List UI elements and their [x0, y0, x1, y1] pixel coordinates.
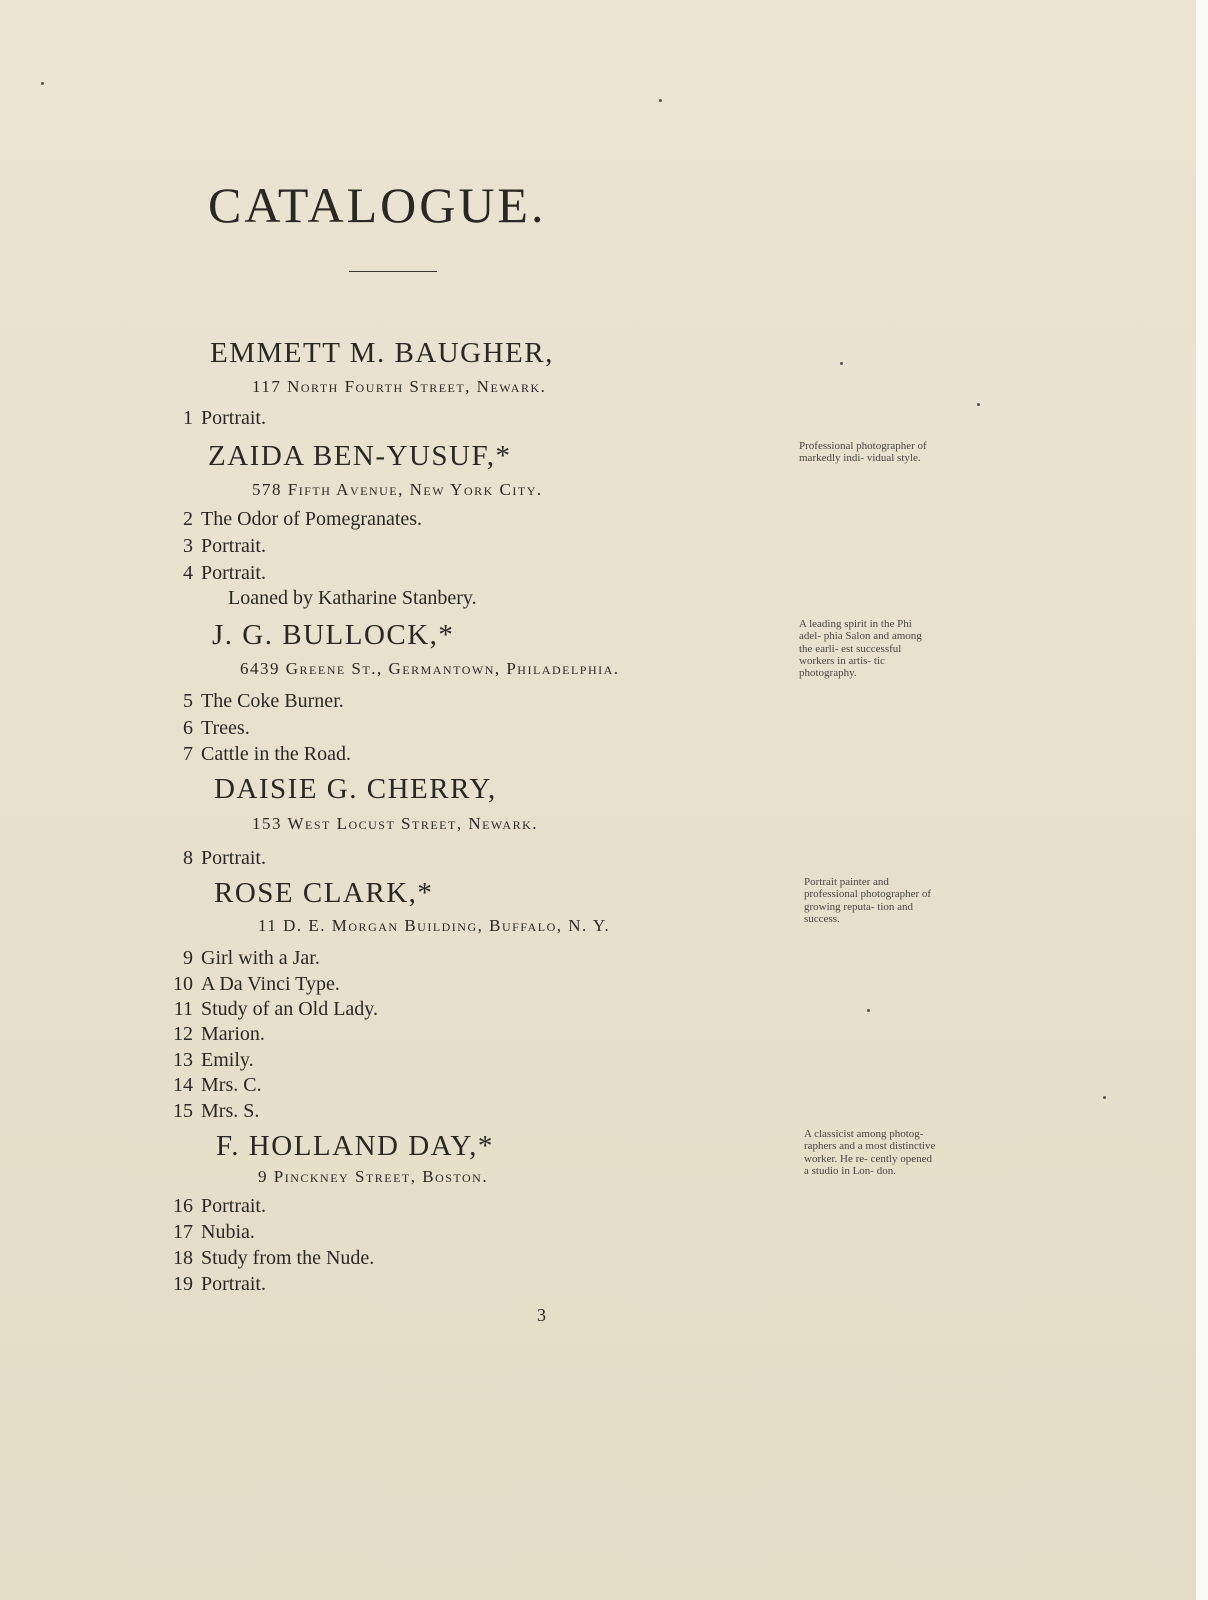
item-title: Marion.: [201, 1023, 265, 1045]
item-number: 9: [183, 947, 193, 969]
item-title: Trees.: [201, 717, 250, 739]
item-title: Mrs. C.: [201, 1074, 262, 1096]
marginal-note: A classicist among photog- raphers and a most distinctive worker. He re- cently opened a studio in Lon- don.: [804, 1128, 936, 1177]
catalogue-item: [165, 408, 266, 428]
catalogue-item: [165, 999, 378, 1019]
item-title: Portrait.: [201, 847, 266, 869]
paper-speck: [840, 362, 843, 365]
catalogue-item: [165, 974, 340, 994]
page-number: 3: [537, 1305, 546, 1325]
marginal-note: A leading spirit in the Phi adel- phia Salon and among the earli- est successful workers in artis- tic photography.: [799, 618, 922, 680]
paper-speck: [41, 82, 44, 85]
item-title: Portrait.: [201, 407, 266, 429]
artist-name: DAISIE G. CHERRY,: [214, 773, 497, 805]
item-title: Nubia.: [201, 1221, 255, 1243]
catalogue-item: [165, 691, 344, 711]
artist-name: F. HOLLAND DAY,*: [216, 1130, 494, 1162]
item-title: Girl with a Jar.: [201, 947, 320, 969]
artist-name: ZAIDA BEN-YUSUF,*: [208, 440, 512, 472]
catalogue-item: [165, 1024, 265, 1044]
catalogue-item: [165, 848, 266, 868]
item-title: Mrs. S.: [201, 1100, 260, 1122]
catalogue-item: [165, 1222, 255, 1242]
item-number: 17: [173, 1221, 193, 1243]
item-title: Portrait.: [201, 562, 266, 584]
artist-address: 153 West Locust Street, Newark.: [252, 814, 539, 833]
item-title: Cattle in the Road.: [201, 743, 351, 765]
item-title: Emily.: [201, 1049, 254, 1071]
catalogue-item: [165, 948, 320, 968]
scan-edge: [1196, 0, 1208, 1600]
item-title: Portrait.: [201, 535, 266, 557]
catalogue-item: [165, 1050, 254, 1070]
item-title: A Da Vinci Type.: [201, 973, 340, 995]
artist-name: EMMETT M. BAUGHER,: [210, 337, 554, 369]
item-title: Study from the Nude.: [201, 1247, 375, 1269]
catalogue-item: [165, 1075, 262, 1095]
item-number: 10: [173, 973, 193, 995]
artist-address: 117 North Fourth Street, Newark.: [252, 377, 547, 396]
catalogue-item: [165, 1274, 266, 1294]
item-number: 6: [183, 717, 193, 739]
artist-address: 11 D. E. Morgan Building, Buffalo, N. Y.: [258, 916, 611, 935]
artist-address: 9 Pinckney Street, Boston.: [258, 1167, 489, 1186]
loan-credit: Loaned by Katharine Stanbery.: [228, 587, 477, 609]
title-rule: [349, 271, 437, 272]
item-number: 3: [183, 535, 193, 557]
item-title: Study of an Old Lady.: [201, 998, 379, 1020]
catalogue-item: [165, 563, 266, 583]
item-number: 8: [183, 847, 193, 869]
marginal-note: Portrait painter and professional photographer of growing reputa- tion and success.: [804, 876, 932, 925]
item-number: 16: [173, 1195, 193, 1217]
paper-speck: [977, 403, 980, 406]
item-number: 2: [183, 508, 193, 530]
item-number: 11: [173, 998, 193, 1020]
item-number: 5: [183, 690, 193, 712]
item-title: Portrait.: [201, 1273, 266, 1295]
artist-address: 6439 Greene St., Germantown, Philadelphia.: [240, 659, 620, 678]
paper-speck: [659, 99, 662, 102]
item-title: The Odor of Pomegranates.: [201, 508, 423, 530]
item-number: 18: [173, 1247, 193, 1269]
item-number: 7: [183, 743, 193, 765]
catalogue-item: [165, 1248, 374, 1268]
page-title: CATALOGUE.: [208, 177, 547, 233]
artist-name: J. G. BULLOCK,*: [212, 619, 455, 651]
item-number: 1: [183, 407, 193, 429]
catalogue-item: [165, 1196, 266, 1216]
catalogue-item: [165, 1101, 259, 1121]
catalogue-item: [165, 536, 266, 556]
item-number: 14: [173, 1074, 193, 1096]
catalogue-item: [165, 718, 250, 738]
item-title: Portrait.: [201, 1195, 266, 1217]
catalogue-item: [165, 744, 351, 764]
item-number: 12: [173, 1023, 193, 1045]
artist-address: 578 Fifth Avenue, New York City.: [252, 480, 543, 499]
item-number: 13: [173, 1049, 193, 1071]
item-number: 4: [183, 562, 193, 584]
item-number: 19: [173, 1273, 193, 1295]
paper-speck: [867, 1009, 870, 1012]
item-title: The Coke Burner.: [201, 690, 344, 712]
item-number: 15: [173, 1100, 193, 1122]
artist-name: ROSE CLARK,*: [214, 877, 434, 909]
catalogue-item: [165, 509, 422, 529]
marginal-note: Professional photographer of markedly indi- vidual style.: [799, 440, 927, 465]
paper-speck: [1103, 1096, 1106, 1099]
